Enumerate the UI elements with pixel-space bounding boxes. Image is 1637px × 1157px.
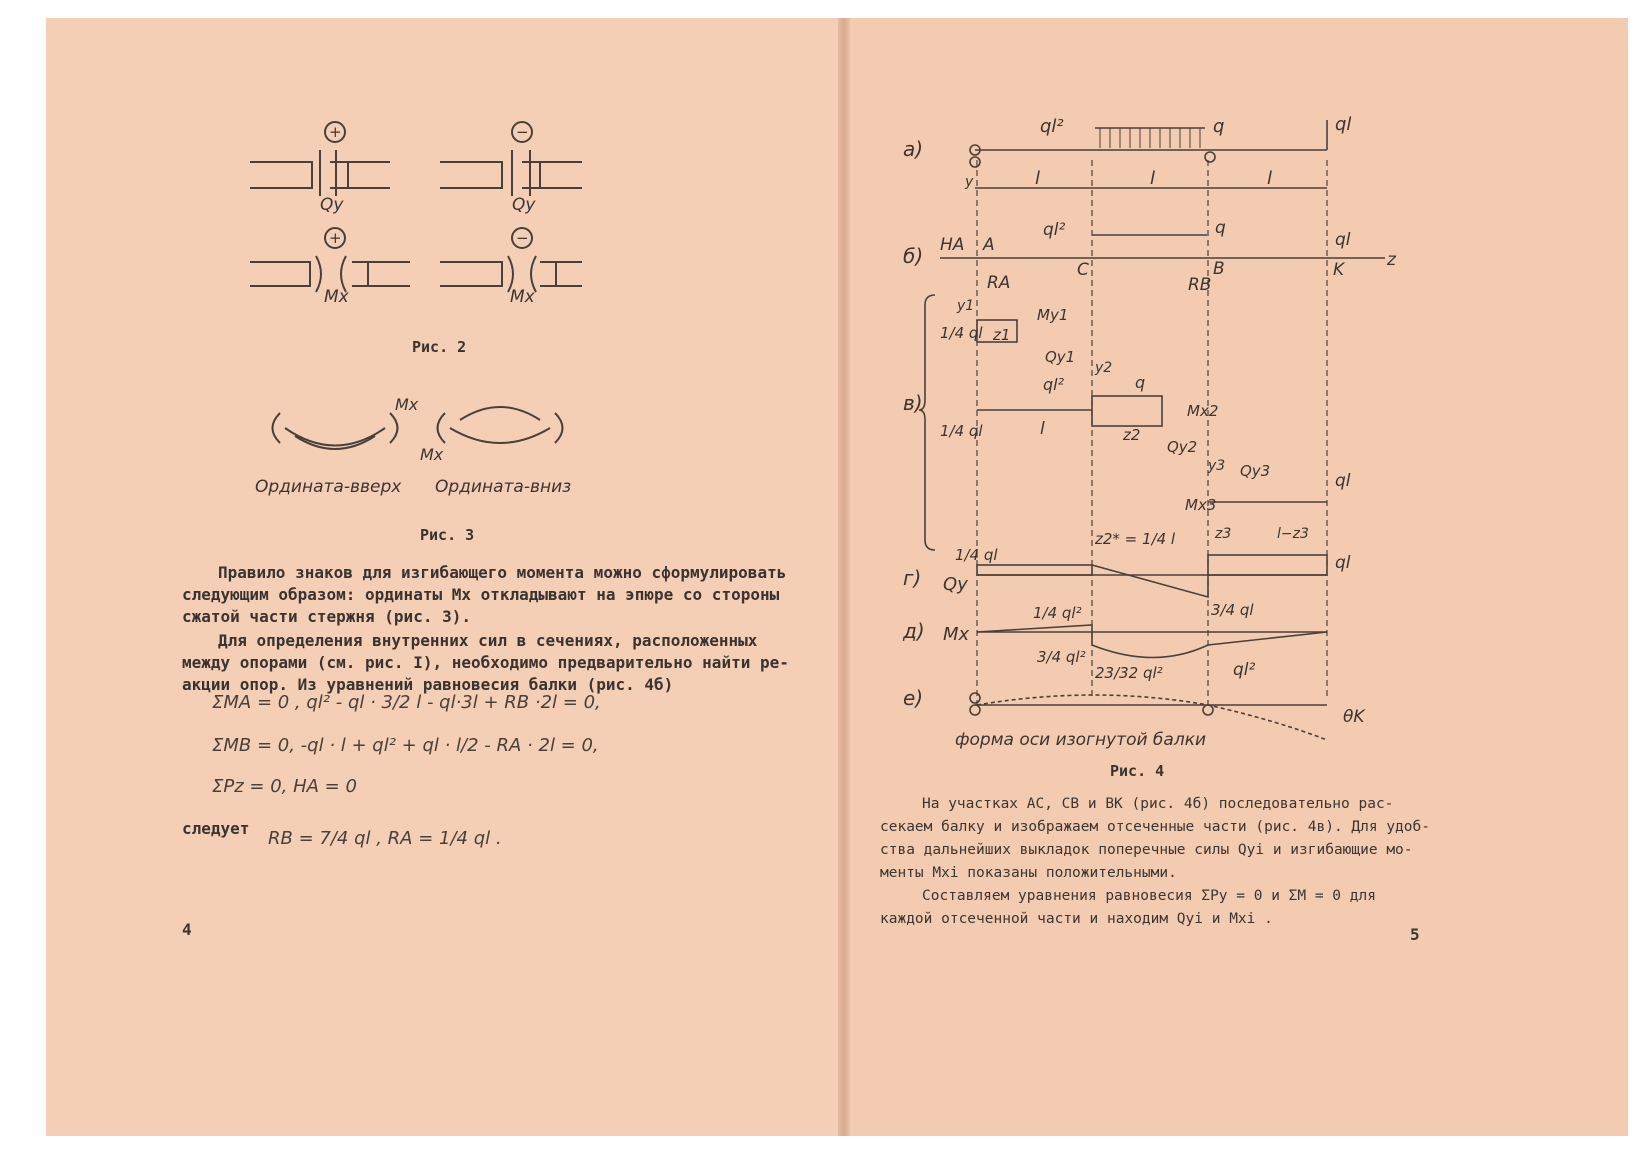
row-label-e: е) [903,686,924,710]
b-ql2: ql² [1043,220,1066,240]
v-Mx3: Mx3 [1185,496,1217,514]
fig3-moment-2: Mx [420,445,444,464]
b-B: B [1213,259,1225,279]
r-paragraph1-line3: ства дальнейших выкладок поперечные силы Qyi и изгибающие мо- [880,842,1413,858]
v-l-minus-z3: l−z3 [1277,526,1309,542]
a-y: y [965,174,974,190]
row-label-a: а) [903,137,924,161]
minus-sign-2: − [516,229,529,247]
fig4-caption: Рис. 4 [1110,762,1165,780]
v-z2star: z2* = 1/4 l [1095,530,1176,548]
v-Qy2: Qy2 [1167,438,1198,456]
d-three-quarter-ql2: 3/4 ql² [1037,648,1086,666]
ordinate-down-label: Ордината-вниз [435,477,572,497]
figure-4 [895,100,1435,760]
r-paragraph1-line4: менты Mxi показаны положительными. [880,865,1177,881]
book-gutter [838,18,850,1136]
paragraph1-line3: сжатой части стержня (рис. 3). [182,607,471,626]
paragraph1-line1: Правило знаков для изгибающего момента можно сформулировать [218,563,787,582]
v-y3: y3 [1208,458,1226,474]
a-l1: l [1035,168,1041,189]
v-y2: y2 [1095,360,1113,376]
b-RA: RA [987,273,1011,293]
d-quarter-ql2: 1/4 ql² [1033,604,1082,622]
figure-2 [240,110,620,310]
g-quarter-ql: 1/4 ql [955,546,998,564]
v-Qy3: Qy3 [1240,462,1271,480]
row-label-b: б) [903,244,924,268]
r-paragraph1-line1: На участках AC, CB и BK (рис. 4б) последовательно рас- [922,796,1394,812]
d-ql2: ql² [1233,660,1256,680]
figure-3 [255,388,605,503]
moment-label-2: Mx [510,287,535,307]
b-q: q [1215,218,1226,238]
a-l2: l [1150,168,1156,189]
v-quarter-ql-2: 1/4 ql [940,422,983,440]
fig3-moment-1: Mx [395,395,419,414]
v-Mx2: Mx2 [1187,402,1219,420]
b-RB: RB [1188,275,1212,295]
d-23-32: 23/32 ql² [1095,664,1163,682]
b-C: C [1077,260,1089,280]
shear-label-1: Qy [320,195,344,215]
moment-label-1: Mx [324,287,349,307]
paragraph2-line2: между опорами (см. рис. I), необходимо предварительно найти ре- [182,653,789,672]
a-l3: l [1267,168,1273,189]
b-HA: HA [940,235,965,255]
r-paragraph2-line1: Составляем уравнения равновесия ΣPy = 0 и ΣM = 0 для [922,888,1376,904]
page-number-right: 5 [1410,925,1420,944]
v-q: q [1135,373,1146,392]
v-ql2: ql² [1043,375,1065,394]
paragraph2-line3: акции опор. Из уравнений равновесия балки (рис. 4б) [182,675,674,694]
e-theta: θK [1343,707,1365,727]
a-q: q [1213,116,1225,137]
plus-sign-1: + [329,123,342,141]
a-ql: ql [1335,114,1352,135]
g-Qy: Qy [943,574,968,595]
r-paragraph2-line2: каждой отсеченной части и находим Qyi и Mxi . [880,911,1273,927]
fig3-caption: Рис. 3 [420,526,475,544]
ordinate-up-label: Ордината-вверх [255,477,402,497]
equation-3: ΣPz = 0, HA = 0 [212,776,357,797]
paragraph2-line1: Для определения внутренних сил в сечениях, расположенных [218,631,758,650]
row-label-d: д) [903,619,925,643]
b-K: K [1333,260,1345,280]
shear-label-2: Qy [512,195,536,215]
a-ql2: ql² [1040,116,1064,137]
paragraph1-line2: следующим образом: ординаты Mx откладывают на эпюре со стороны [182,585,780,604]
v-quarter-ql-1: 1/4 ql [940,324,983,342]
page-number-left: 4 [182,920,192,939]
d-Mx: Mx [943,624,970,645]
equation-1: ΣMA = 0 , ql² - ql · 3/2 l - ql·3l + RB ·2l = 0, [212,692,601,713]
v-z3: z3 [1215,526,1232,542]
v-l: l [1040,419,1045,439]
fig2-caption: Рис. 2 [412,338,467,356]
v-z2: z2 [1123,426,1141,444]
b-z: z [1387,250,1396,270]
results: RB = 7/4 ql , RA = 1/4 ql . [268,828,502,849]
plus-sign-2: + [329,229,342,247]
g-ql: ql [1335,553,1351,573]
e-caption: форма оси изогнутой балки [955,730,1207,750]
follows-label: следует [182,819,250,838]
r-paragraph1-line2: секаем балку и изображаем отсеченные части (рис. 4в). Для удоб- [880,819,1430,835]
b-ql: ql [1335,230,1351,250]
equation-2: ΣMB = 0, -ql · l + ql² + ql · l/2 - RA · 2l = 0, [212,735,599,756]
b-A: A [983,235,995,255]
row-label-g: г) [903,566,922,590]
minus-sign-1: − [516,123,529,141]
row-label-v: в) [903,391,923,415]
v-My1: My1 [1037,306,1069,324]
g-three-quarter-ql: 3/4 ql [1211,601,1254,619]
v-Qy1: Qy1 [1045,348,1076,366]
v-y1: y1 [957,298,975,314]
v-z1: z1 [993,326,1011,344]
v-ql: ql [1335,471,1351,491]
